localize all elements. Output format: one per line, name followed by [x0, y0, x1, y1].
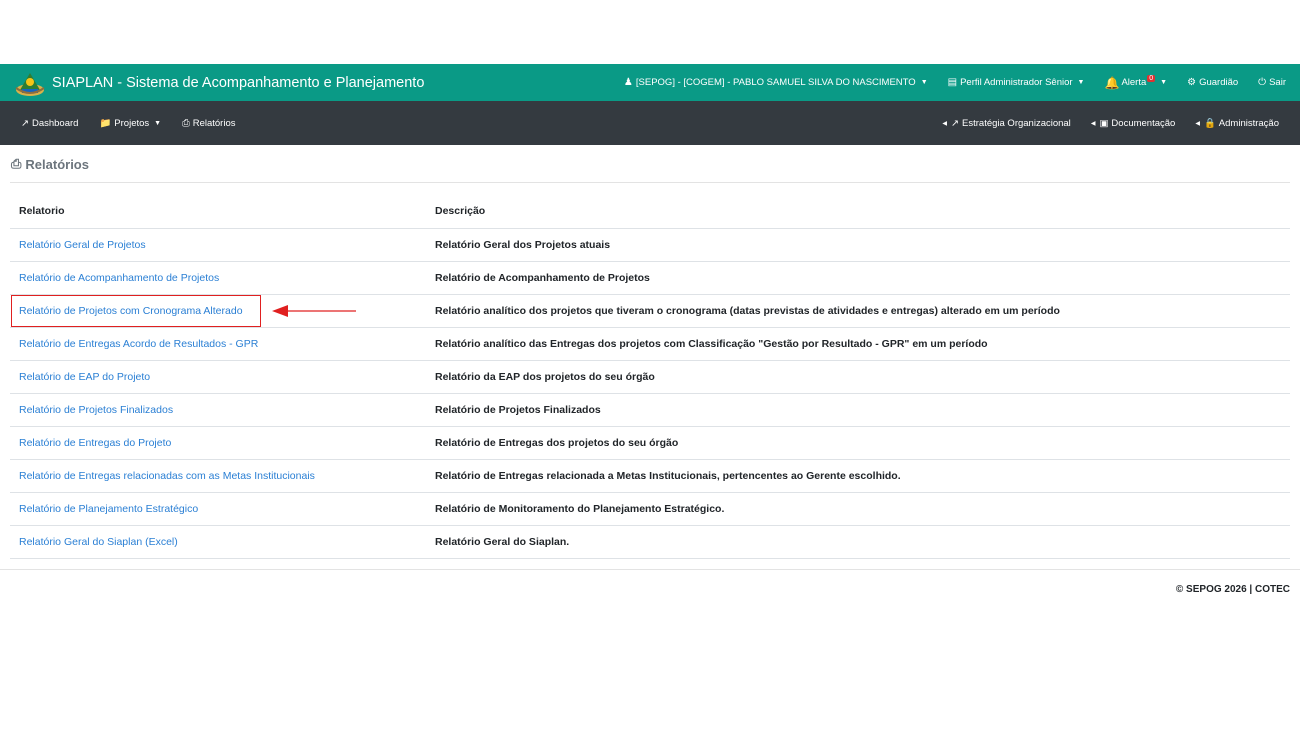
book-icon: ▣ [1099, 117, 1109, 129]
main-navbar [0, 101, 1300, 145]
report-link[interactable]: Relatório de Entregas relacionadas com as Metas Institucionais [19, 469, 315, 482]
lock-icon: 🔒 [1203, 117, 1216, 129]
gear-icon: ⚙ [1187, 77, 1197, 88]
siaplan-logo [14, 68, 46, 98]
table-row [10, 393, 1290, 426]
nav-projetos[interactable] [99, 118, 161, 129]
report-link[interactable]: Relatório Geral de Projetos [19, 238, 146, 251]
nav-dashboard-label: Dashboard [31, 117, 79, 129]
chevron-down-icon: ▼ [154, 119, 162, 127]
report-description: Relatório analítico dos projetos que tiveram o cronograma (datas previstas de atividades e entregas) alterado em um período [419, 294, 1290, 327]
report-link[interactable]: Relatório Geral do Siaplan (Excel) [19, 535, 178, 548]
report-description: Relatório Geral dos Projetos atuais [419, 228, 1290, 261]
table-row [10, 525, 1290, 558]
chevron-down-icon: ▼ [920, 79, 928, 86]
table-row [10, 261, 1290, 294]
highlight-box [11, 295, 261, 327]
user-menu[interactable] [624, 77, 928, 88]
title-divider [10, 182, 1290, 183]
report-description: Relatório da EAP dos projetos do seu órgão [419, 360, 1290, 393]
nav-administracao-label: Administração [1218, 117, 1279, 129]
nav-projetos-label: Projetos [114, 117, 150, 129]
print-icon: ⎙ [11, 156, 22, 171]
footer-copyright: © SEPOG 2026 | COTEC [1175, 584, 1290, 595]
nav-estrategia[interactable] [942, 118, 1070, 129]
table-row [10, 492, 1290, 525]
page-title-label: Relatórios [25, 156, 89, 172]
report-link-cronograma-alterado[interactable]: Relatório de Projetos com Cronograma Alterado [19, 304, 243, 317]
alert-label: Alerta [1121, 77, 1147, 88]
table-header-row [10, 195, 1290, 228]
profile-menu[interactable] [948, 77, 1085, 88]
report-link[interactable]: Relatório de Acompanhamento de Projetos [19, 271, 220, 284]
reports-table [10, 195, 1290, 559]
report-description: Relatório de Entregas dos projetos do seu órgão [419, 426, 1290, 459]
chevron-left-icon: ◀ [1090, 120, 1096, 127]
guardian-link[interactable] [1187, 77, 1238, 88]
nav-relatorios[interactable] [182, 118, 235, 129]
print-icon: ⎙ [182, 117, 190, 129]
alert-count-badge: 0 [1149, 75, 1154, 82]
top-header [0, 64, 1300, 101]
power-icon: ⏻ [1258, 77, 1267, 88]
report-description: Relatório de Monitoramento do Planejamento Estratégico. [419, 492, 1290, 525]
brand[interactable] [14, 68, 424, 98]
app-title: SIAPLAN - Sistema de Acompanhamento e Planejamento [52, 74, 425, 91]
report-description: Relatório de Entregas relacionada a Metas Institucionais, pertencentes ao Gerente escolhido. [419, 459, 1290, 492]
page-title [11, 156, 89, 172]
folder-icon: 📁 [99, 117, 112, 129]
report-link[interactable]: Relatório de Entregas do Projeto [19, 436, 172, 449]
column-header-descricao: Descrição [419, 195, 1290, 228]
chevron-left-icon: ◀ [1195, 120, 1200, 127]
nav-dashboard[interactable] [21, 118, 78, 129]
nav-documentacao[interactable] [1091, 118, 1176, 129]
table-row [10, 327, 1290, 360]
chevron-down-icon: ▼ [1077, 79, 1085, 86]
chart-line-icon: ↗ [951, 117, 960, 129]
report-link[interactable]: Relatório de Projetos Finalizados [19, 403, 174, 416]
chevron-left-icon: ◀ [942, 120, 948, 127]
annotation-arrow-icon [272, 303, 356, 319]
report-link[interactable]: Relatório de Planejamento Estratégico [19, 502, 199, 515]
chevron-down-icon: ▼ [1160, 79, 1168, 86]
footer-divider [0, 569, 1300, 570]
guardian-label: Guardião [1199, 77, 1239, 88]
logout-link[interactable] [1258, 77, 1286, 88]
logout-label: Sair [1269, 77, 1286, 88]
report-link[interactable]: Relatório de Entregas Acordo de Resultados - GPR [19, 337, 259, 350]
report-description: Relatório de Projetos Finalizados [419, 393, 1290, 426]
bell-icon: 🔔 [1104, 75, 1120, 90]
user-icon: ♟ [623, 77, 633, 88]
table-row [10, 459, 1290, 492]
nav-administracao[interactable] [1195, 118, 1279, 129]
table-row [10, 360, 1290, 393]
profile-label: Perfil Administrador Sênior [960, 77, 1073, 88]
id-card-icon: ▤ [947, 77, 958, 88]
table-row [10, 426, 1290, 459]
column-header-relatorio: Relatorio [10, 195, 419, 228]
alert-menu[interactable] [1104, 76, 1167, 90]
nav-documentacao-label: Documentação [1111, 117, 1176, 129]
table-row [10, 228, 1290, 261]
report-description: Relatório analítico das Entregas dos projetos com Classificação "Gestão por Resultado - GPR" em um período [419, 327, 1290, 360]
user-label: [SEPOG] - [COGEM] - PABLO SAMUEL SILVA DO NASCIMENTO [635, 77, 916, 88]
nav-relatorios-label: Relatórios [192, 117, 236, 129]
report-link[interactable]: Relatório de EAP do Projeto [19, 370, 151, 383]
report-description: Relatório de Acompanhamento de Projetos [419, 261, 1290, 294]
nav-estrategia-label: Estratégia Organizacional [962, 117, 1071, 129]
chart-line-icon: ↗ [21, 117, 29, 129]
report-description: Relatório Geral do Siaplan. [419, 525, 1290, 558]
